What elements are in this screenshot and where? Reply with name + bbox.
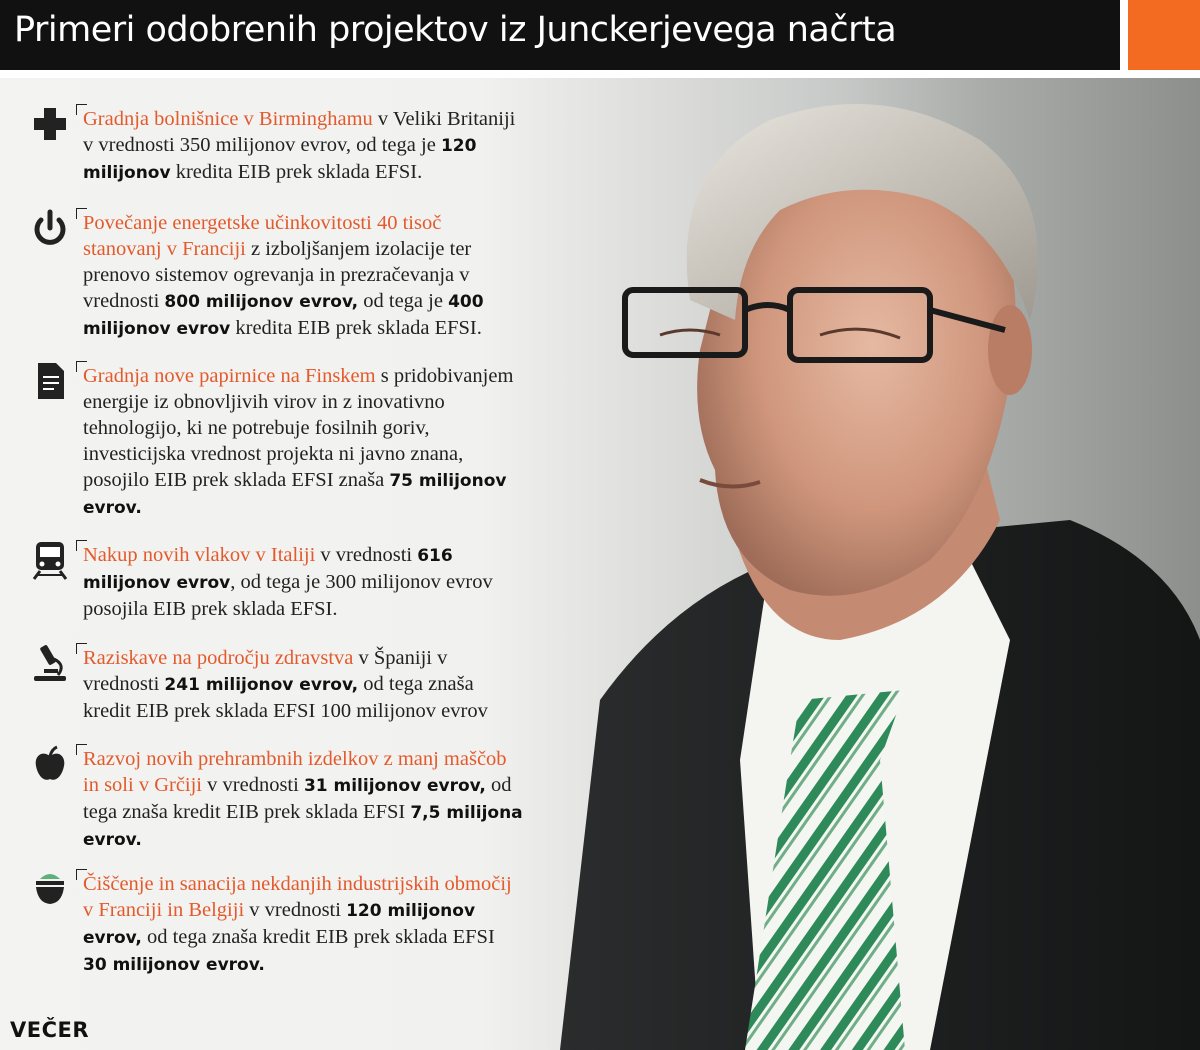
item-text (83, 542, 523, 622)
item-amount: 800 milijonov evrov, (164, 292, 359, 312)
item-amount: 75 milijonov evrov. (83, 471, 507, 518)
item-text (83, 363, 523, 521)
item-description: , od tega je 300 milijonov evrov posojila EIB prek sklada EFSI. (83, 571, 493, 620)
item-description: v vrednosti (315, 544, 418, 566)
item-description: v Španiji v vrednosti (83, 647, 448, 695)
soil-bowl-icon (30, 869, 70, 909)
item-amount: 616 milijonov evrov (83, 546, 453, 593)
item-description: kredita EIB prek sklada EFSI. (230, 317, 482, 339)
header-bar (0, 0, 1120, 70)
item-text (83, 871, 523, 978)
item-amount: 241 milijonov evrov, (164, 675, 359, 695)
item-heading: Razvoj novih prehrambnih izdelkov z manj maščob in soli v Grčiji (83, 748, 507, 796)
item-description: od tega je (358, 290, 449, 312)
brand-logo: VEČER (10, 1018, 90, 1042)
power-icon (30, 208, 70, 248)
apple-icon (30, 744, 70, 784)
item-heading: Gradnja bolnišnice v Birminghamu (83, 108, 373, 130)
item-text (83, 746, 523, 853)
item-description: od tega znaša kredit EIB prek sklada EFSI 100 milijonov evrov (83, 673, 488, 722)
item-heading: Nakup novih vlakov v Italiji (83, 544, 316, 566)
item-text (83, 210, 523, 342)
item-text (83, 645, 523, 724)
item-amount: 30 milijonov evrov. (83, 955, 265, 975)
item-amount: 120 milijonov (83, 136, 477, 183)
item-description: od tega znaša kredit EIB prek sklada EFSI (141, 926, 495, 948)
item-heading: Raziskave na področju zdravstva (83, 647, 354, 669)
item-amount: 31 milijonov evrov, (303, 776, 486, 796)
page-title: Primeri odobrenih projektov iz Junckerjevega načrta (14, 10, 897, 50)
item-amount: 400 milijonov evrov (83, 292, 484, 339)
microscope-icon (30, 643, 70, 683)
item-heading: Čiščenje in sanacija nekdanjih industrijskih območij v Franciji in Belgiji (83, 873, 512, 921)
train-icon (30, 540, 70, 580)
item-text (83, 106, 523, 186)
item-description: s pridobivanjem energije iz obnovljivih virov in z inovativno tehnologijo, ki ne potrebuje fosilnih goriv, investicijska vrednost projekta ni javno znana, posojilo EIB prek sklada EFSI znaša (83, 365, 514, 491)
item-amount: 7,5 milijona evrov. (83, 803, 523, 850)
item-description: kredita EIB prek sklada EFSI. (170, 161, 423, 183)
document-icon (30, 361, 70, 401)
accent-block (1128, 0, 1200, 70)
item-description: v vrednosti (202, 774, 304, 796)
item-amount: 120 milijonov evrov, (83, 901, 476, 948)
item-description: v Veliki Britaniji v vrednosti 350 milijonov evrov, od tega je (83, 108, 516, 156)
item-heading: Gradnja nove papirnice na Finskem (83, 365, 376, 387)
item-description: z izboljšanjem izolacije ter prenovo sistemov ogrevanja in prezračevanja v vrednosti (83, 238, 472, 312)
item-heading: Povečanje energetske učinkovitosti 40 tisoč stanovanj v Franciji (83, 212, 442, 260)
medical-cross-icon (30, 104, 70, 144)
item-description: v vrednosti (244, 899, 347, 921)
item-description: od tega znaša kredit EIB prek sklada EFSI (83, 774, 512, 823)
